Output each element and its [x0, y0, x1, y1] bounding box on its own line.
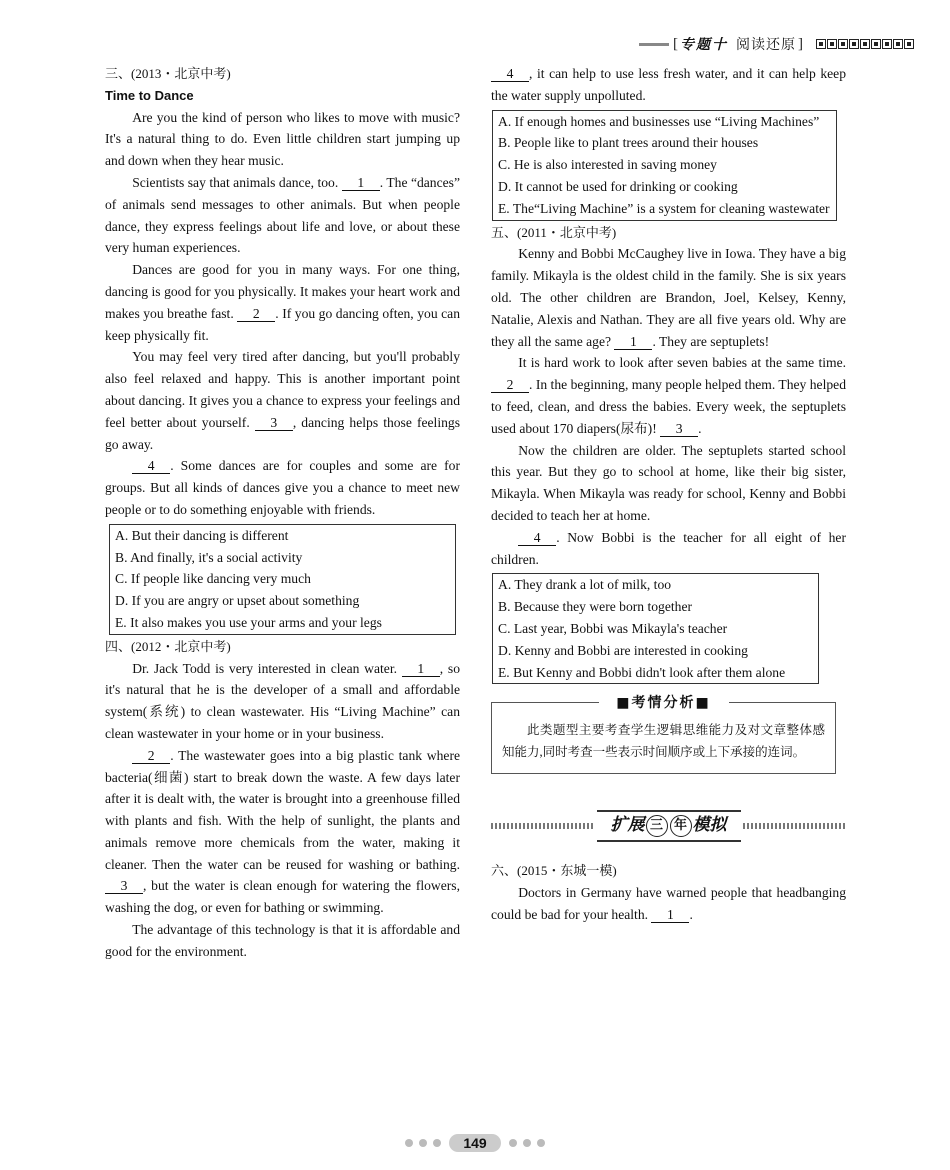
header-line	[639, 43, 669, 46]
option-c: C. Last year, Bobbi was Mikayla's teacher	[498, 620, 728, 636]
blank-3[interactable]: 3	[660, 421, 698, 437]
analysis-title: ■考情分析■	[599, 693, 729, 715]
blank-2[interactable]: 2	[491, 377, 529, 393]
header-subject: 阅读还原	[736, 38, 796, 53]
extension-banner	[491, 810, 846, 842]
section-4-label: 四、(2012・北京中考)	[105, 638, 231, 654]
s4-paragraph-3a: The advantage of this technology is that it is affordable and good for the environment.	[105, 922, 460, 959]
option-a: A. They drank a lot of milk, too	[498, 577, 672, 593]
section-6-label: 六、(2015・东城一模)	[491, 863, 617, 879]
section-3-title: Time to Dance	[105, 87, 194, 103]
blank-1[interactable]: 1	[651, 907, 689, 923]
page-header: [ 专题十 阅读还原 ]	[639, 30, 914, 58]
s5-paragraph-4: 4 . Now Bobbi is the teacher for all eight of her children.	[491, 529, 846, 567]
blank-3[interactable]: 3	[255, 415, 293, 431]
option-d: D. If you are angry or upset about something	[115, 593, 360, 609]
section-5-label: 五、(2011・北京中考)	[491, 224, 617, 240]
banner-text-a: 扩展	[610, 815, 645, 836]
page-number: 149	[449, 1134, 500, 1152]
right-column	[491, 63, 846, 926]
option-b: B. And finally, it's a social activity	[115, 549, 303, 565]
banner-circle-year: 年	[670, 815, 692, 837]
banner-circle-three: 三	[646, 815, 668, 837]
blank-3[interactable]: 3	[105, 878, 143, 894]
s3-paragraph-3: Dances are good for you in many ways. For one thing, dancing is good for you physically. It makes your heart work and makes you breathe fast. 2 . If you go dancing often, you can keep physically fit.	[105, 262, 461, 343]
s3-paragraph-2: Scientists say that animals dance, too. 1 . The “dances” of animals send messages to other animals. But when people dance, they express feelings about life and love, or about these very human experiences.	[105, 174, 460, 256]
header-decoration	[815, 39, 914, 49]
option-c: C. If people like dancing very much	[115, 571, 311, 587]
s4-paragraph-3b: 4 , it can help to use less fresh water, and it can help keep the water supply unpolluted.	[491, 66, 846, 103]
blank-2[interactable]: 2	[237, 306, 275, 322]
option-a: A. If enough homes and businesses use “Living Machines”	[498, 113, 820, 129]
s3-paragraph-4: You may feel very tired after dancing, but you'll probably also feel relaxed and happy. This is another important point about dancing. It gives you a chance to express your feelings and feel better about yourself. 3 , dancing helps those feelings go away.	[105, 349, 460, 452]
s5-paragraph-2: It is hard work to look after seven babies at the same time. 2 . In the beginning, many people helped them. They helped to feed, clean, and dress the babies. Every week, the septuplets used about 170 diapers(尿布)! 3 .	[491, 355, 846, 436]
blank-1[interactable]: 1	[402, 661, 440, 677]
s5-paragraph-3: Now the children are older. The septuplets started school this year. But they go to school at home, like their big sister, Mikayla. When Mikayla was ready for school, Kenny and Bobbi decided to teach her at home.	[491, 442, 846, 523]
option-d: D. Kenny and Bobbi are interested in cooking	[498, 642, 748, 658]
s4-paragraph-1: Dr. Jack Todd is very interested in clean water. 1 , so it's natural that he is the developer of a small and affordable system(系统) to clean wastewater. His “Living Machine” can clean wastewater in your home or in your business.	[105, 660, 461, 741]
blank-4[interactable]: 4	[491, 66, 529, 82]
blank-2[interactable]: 2	[132, 748, 170, 764]
s3-paragraph-5: 4 . Some dances are for couples and some are for groups. But all kinds of dances give you a chance to meet new people or to do something enjoyable with friends.	[105, 458, 460, 517]
option-e: E. It also makes you use your arms and your legs	[115, 614, 382, 630]
s6-paragraph-1: Doctors in Germany have warned people that headbanging could be bad for your health. 1 .	[491, 884, 846, 922]
blank-4[interactable]: 4	[132, 458, 170, 474]
blank-4[interactable]: 4	[518, 530, 556, 546]
option-b: B. People like to plant trees around their houses	[498, 135, 759, 151]
s4-options-box	[492, 110, 837, 221]
header-topic: 专题十	[680, 38, 728, 53]
option-e: E. But Kenny and Bobbi didn't look after them alone	[498, 664, 786, 680]
analysis-text: 此类题型主要考查学生逻辑思维能力及对文章整体感知能力,同时考查一些表示时间顺序或上下承接的连词。	[502, 723, 825, 760]
s5-paragraph-1: Kenny and Bobbi McCaughey live in Iowa. They have a big family. Mikayla is the oldest child in the family. She is six years old. The other children are Brandon, Joel, Kelsey, Kenny, Natalie, Alexis and Nathan. They are all five years old. Why are they all the same age? 1 . They are septuplets!	[491, 246, 846, 349]
s3-options-box	[109, 524, 456, 635]
option-c: C. He is also interested in saving money	[498, 157, 717, 173]
s4-paragraph-2: 2 . The wastewater goes into a big plastic tank where bacteria(细菌) start to break down the waste. A few days later after it is dealt with, the water is brought into a greenhouse filled with plants and fish. With the help of sunlight, the plants and animals remove more chemicals from the water, making it cleaner. Then the water can be reused for washing or bathing. 3 , but the water is clean enough for watering the flowers, washing the dog, or even for bathing or swimming.	[105, 747, 460, 916]
banner-text-d: 模拟	[692, 815, 727, 836]
option-a: A. But their dancing is different	[115, 527, 289, 543]
option-d: D. It cannot be used for drinking or cooking	[498, 178, 738, 194]
blank-1[interactable]: 1	[342, 175, 380, 191]
option-e: E. The“Living Machine” is a system for cleaning wastewater	[498, 200, 830, 216]
option-b: B. Because they were born together	[498, 599, 693, 615]
page-number-bar	[0, 1134, 950, 1152]
analysis-box	[491, 695, 836, 774]
s3-paragraph-1: Are you the kind of person who likes to move with music? It's a natural thing to do. Even little children start jumping up and down when they hear music.	[105, 109, 460, 169]
blank-1[interactable]: 1	[614, 334, 652, 350]
left-column	[105, 63, 460, 963]
section-3-label: 三、(2013・北京中考)	[105, 66, 231, 81]
s5-options-box	[492, 573, 819, 684]
